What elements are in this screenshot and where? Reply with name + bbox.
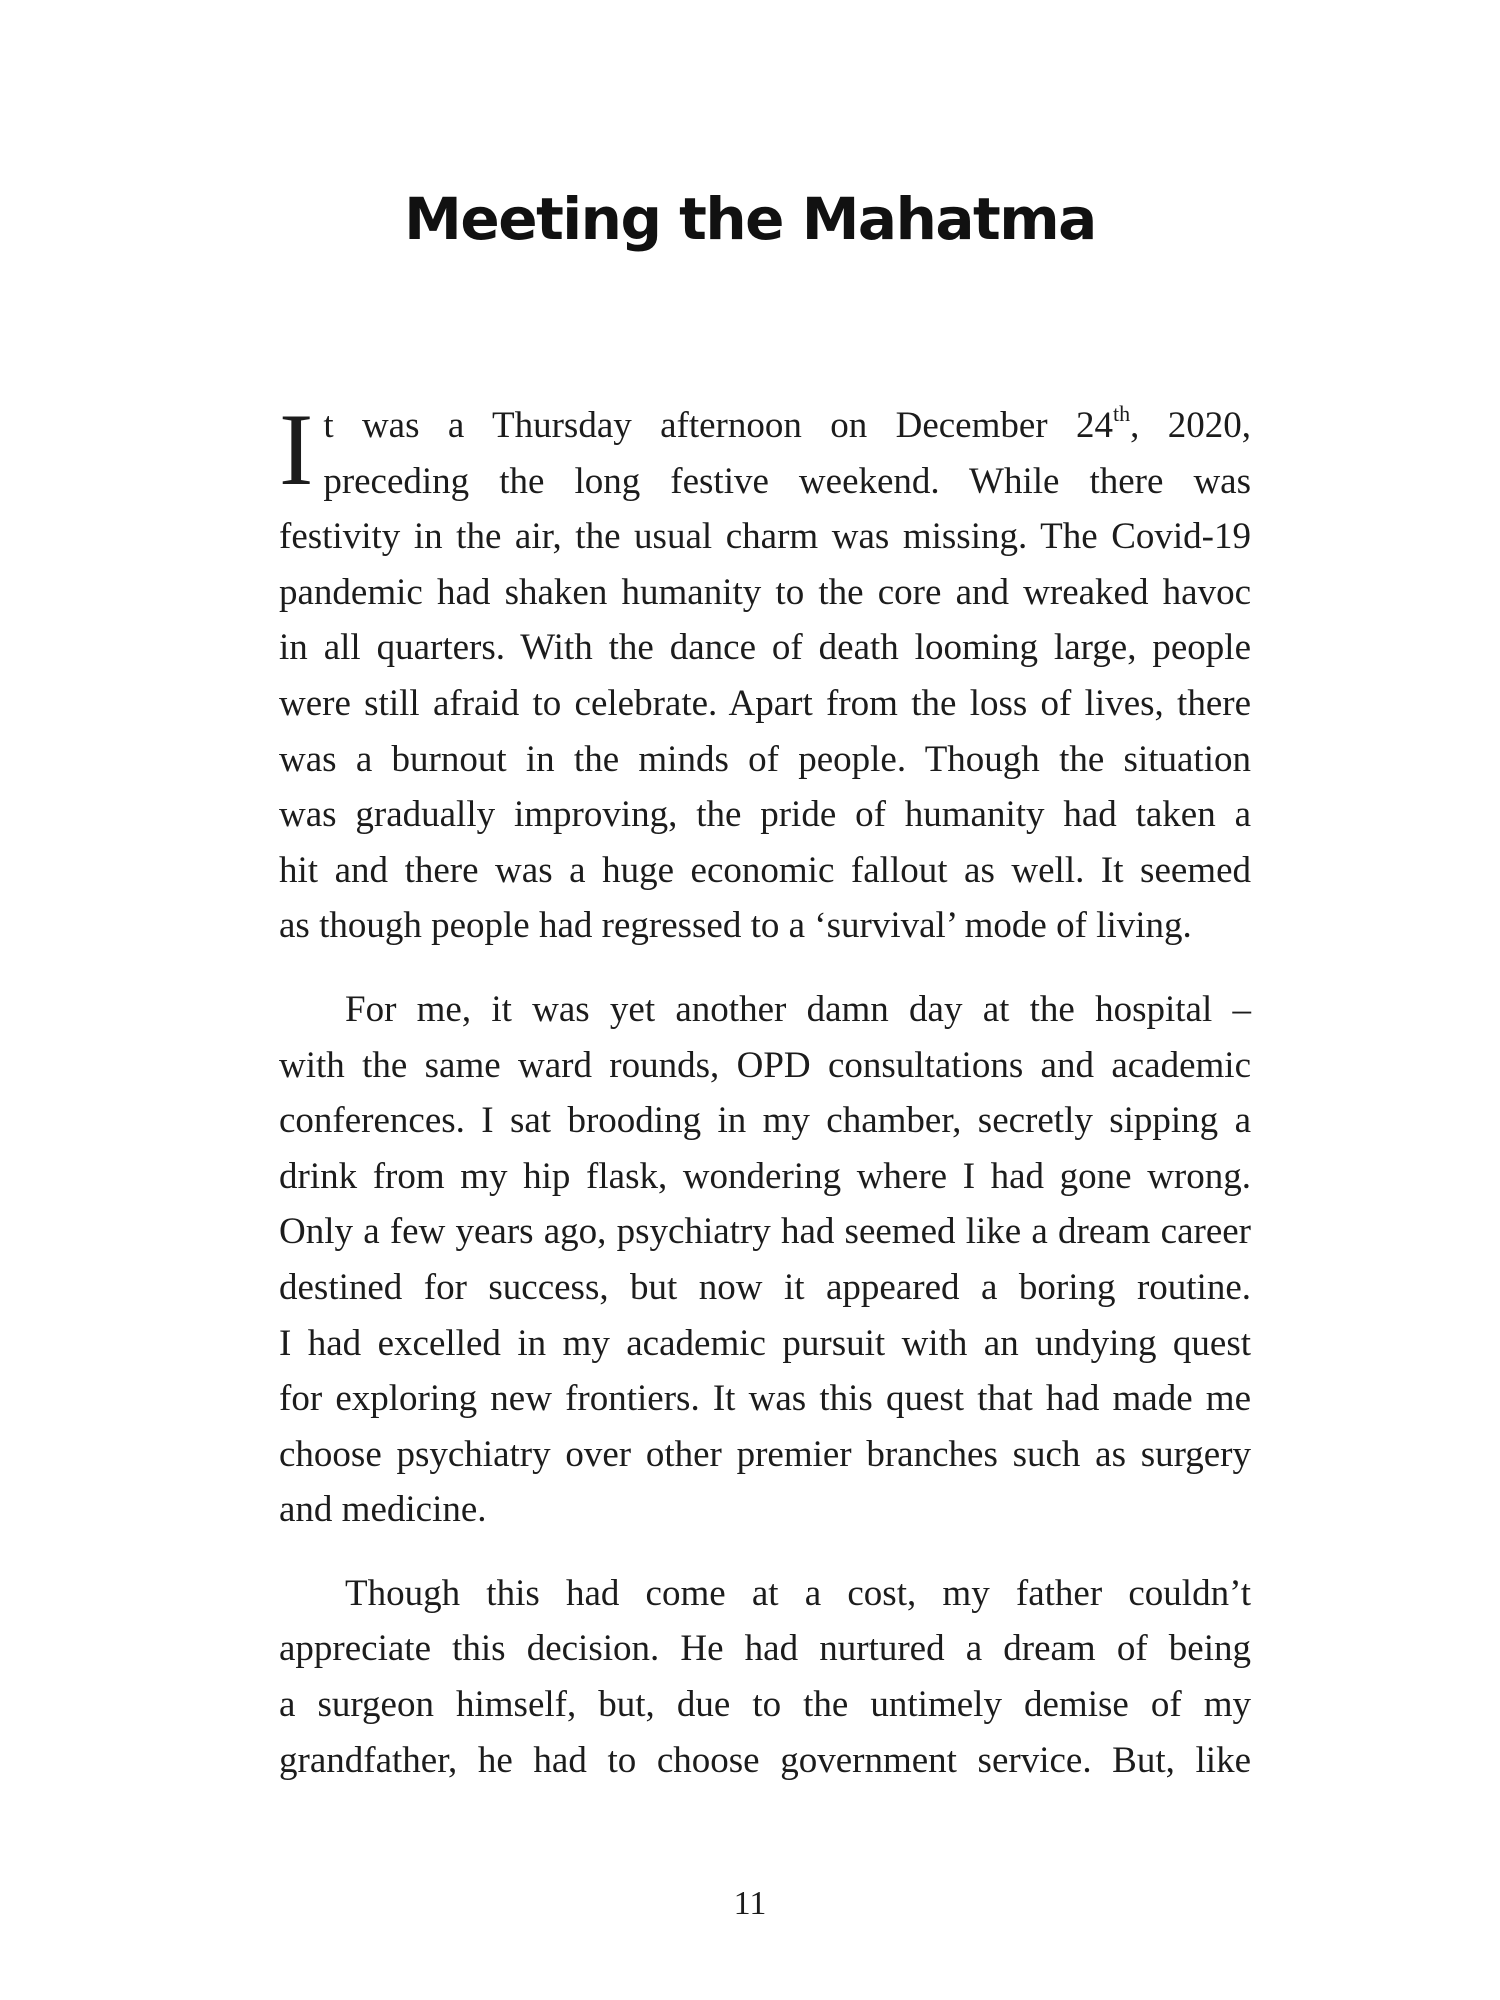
- line-1-text-a: t was a Thursday afternoon on December 24: [323, 405, 1113, 446]
- paragraph-1-line-6: were still afraid to celebrate. Apart from the loss of lives, there: [279, 682, 1251, 724]
- ordinal-suffix: th: [1113, 401, 1131, 426]
- paragraph-3: [279, 1566, 1251, 1788]
- paragraph-3-line-4: grandfather, he had to choose government service. But, like: [279, 1739, 1251, 1781]
- drop-cap: I: [279, 393, 314, 507]
- paragraph-2-line-10: and medicine.: [279, 1489, 487, 1531]
- paragraph-3-line-1: Though this had come at a cost, my father couldn’t: [345, 1572, 1251, 1614]
- paragraph-2-line-9: choose psychiatry over other premier branches such as surgery: [279, 1433, 1251, 1475]
- paragraph-1-line-4: pandemic had shaken humanity to the core and wreaked havoc: [279, 571, 1251, 613]
- paragraph-2-line-5: Only a few years ago, psychiatry had seemed like a dream career: [279, 1211, 1251, 1253]
- paragraph-spacer: [279, 954, 1251, 982]
- paragraph-spacer: [279, 1538, 1251, 1566]
- paragraph-1-line-7: was a burnout in the minds of people. Though the situation: [279, 738, 1251, 780]
- paragraph-2-line-8: for exploring new frontiers. It was this quest that had made me: [279, 1378, 1251, 1420]
- paragraph-2-line-7: I had excelled in my academic pursuit with an undying quest: [279, 1322, 1251, 1364]
- paragraph-3-line-3: a surgeon himself, but, due to the untimely demise of my: [279, 1684, 1251, 1726]
- chapter-body: [279, 393, 1251, 1788]
- paragraph-2-line-3: conferences. I sat brooding in my chamber, secretly sipping a: [279, 1100, 1251, 1142]
- paragraph-1-line-5: in all quarters. With the dance of death looming large, people: [279, 627, 1251, 669]
- paragraph-1: [279, 393, 1251, 954]
- paragraph-1-line-10: as though people had regressed to a ‘survival’ mode of living.: [279, 905, 1192, 947]
- paragraph-1-line-8: was gradually improving, the pride of humanity had taken a: [279, 794, 1251, 836]
- paragraph-1-line-3: festivity in the air, the usual charm was missing. The Covid-19: [279, 516, 1251, 558]
- paragraph-2-line-1: For me, it was yet another damn day at the hospital –: [345, 988, 1251, 1030]
- page-number: 11: [733, 1885, 767, 1922]
- paragraph-2-line-2: with the same ward rounds, OPD consultations and academic: [279, 1044, 1251, 1086]
- paragraph-1-line-1: [323, 398, 1251, 454]
- paragraph-3-line-2: appreciate this decision. He had nurtured a dream of being: [279, 1628, 1251, 1670]
- paragraph-2-line-4: drink from my hip flask, wondering where I had gone wrong.: [279, 1155, 1251, 1197]
- chapter-title: Meeting the Mahatma: [404, 185, 1096, 253]
- line-1-text-b: , 2020,: [1130, 405, 1251, 446]
- paragraph-1-line-9: hit and there was a huge economic fallout as well. It seemed: [279, 849, 1251, 891]
- paragraph-1-line-2: preceding the long festive weekend. While there was: [323, 460, 1251, 502]
- paragraph-2-line-6: destined for success, but now it appeared a boring routine.: [279, 1266, 1251, 1308]
- paragraph-2: [279, 982, 1251, 1538]
